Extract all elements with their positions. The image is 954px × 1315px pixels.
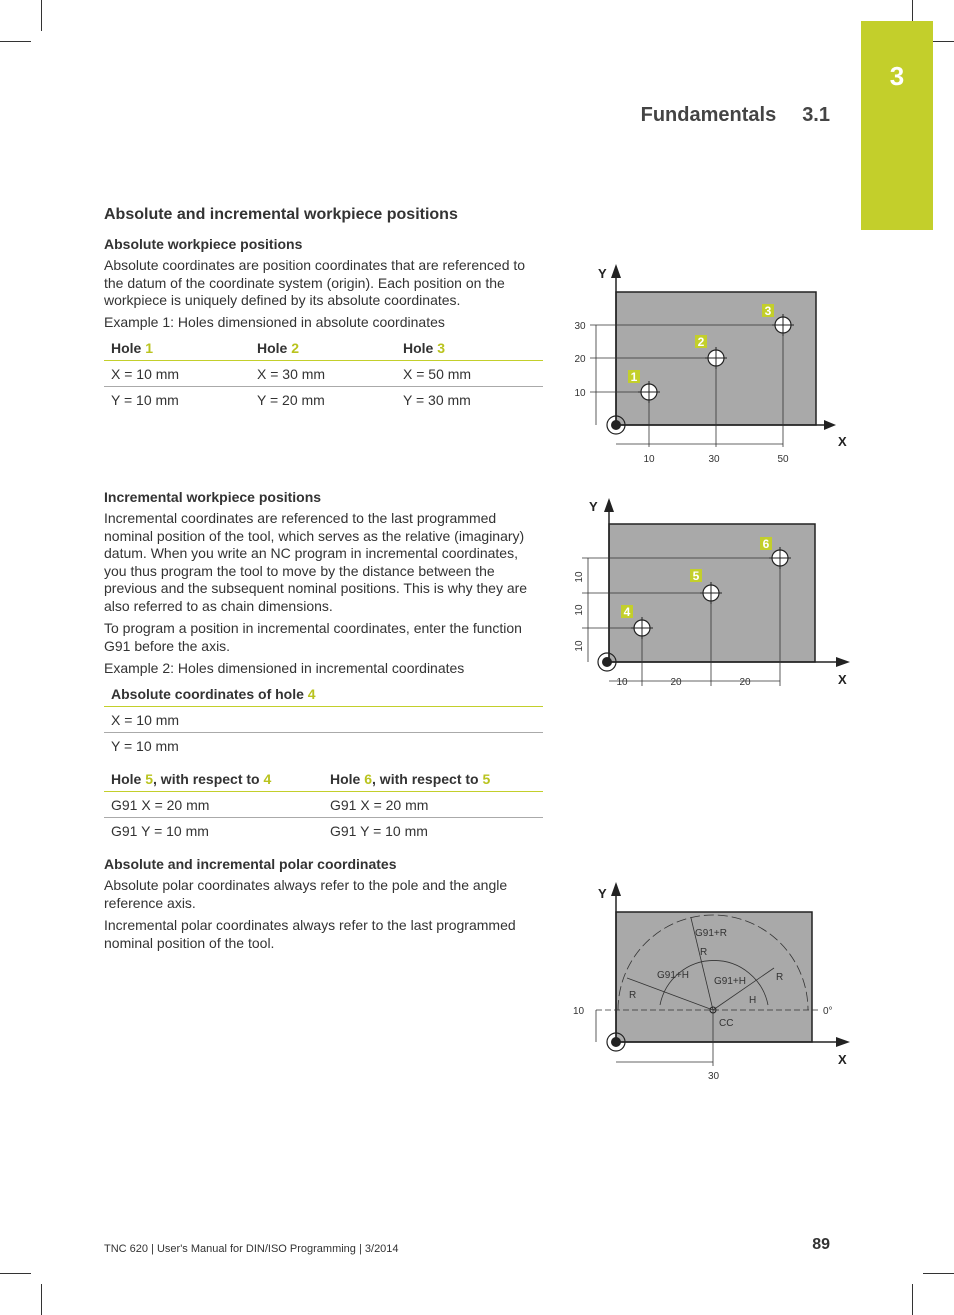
x-tick-label: 10 xyxy=(616,677,628,688)
table-row xyxy=(104,792,543,818)
table-header: Hole 2 xyxy=(250,335,396,361)
figure-incremental xyxy=(560,495,860,695)
section-heading: Absolute and incremental workpiece positions xyxy=(104,206,458,223)
y-tick-label: 10 xyxy=(574,640,585,652)
hole-number: 4 xyxy=(623,605,631,619)
figure-polar xyxy=(560,878,860,1084)
x-axis-label: X xyxy=(838,672,847,687)
page-number: 89 xyxy=(812,1236,830,1253)
polar-title: Absolute and incremental polar coordinates xyxy=(104,856,397,872)
table-header: Hole 1 xyxy=(104,335,250,361)
polar-label: R xyxy=(776,972,784,983)
table-cell: X = 30 mm xyxy=(250,361,396,387)
y-axis-label: Y xyxy=(598,266,607,281)
x-tick-label: 20 xyxy=(670,677,682,688)
crop-mark xyxy=(923,1273,954,1274)
running-header xyxy=(641,104,830,127)
y-tick-label: 10 xyxy=(573,1006,585,1017)
table-cell: G91 X = 20 mm xyxy=(323,792,543,818)
x-tick-label: 30 xyxy=(708,454,720,465)
y-tick-label: 30 xyxy=(574,321,586,332)
hole-number: 3 xyxy=(764,304,772,318)
absolute-title: Absolute workpiece positions xyxy=(104,236,303,252)
table-cell: Y = 20 mm xyxy=(257,391,325,408)
datum-symbol xyxy=(602,657,612,667)
table-cell: Y = 30 mm xyxy=(403,391,471,408)
crop-mark xyxy=(0,41,31,42)
pole-label: CC xyxy=(719,1018,734,1029)
x-axis-arrow xyxy=(836,1037,850,1047)
x-axis-label: X xyxy=(838,1052,847,1067)
chapter-number: 3 xyxy=(889,61,905,91)
table-cell: X = 50 mm xyxy=(396,361,543,387)
y-axis-arrow xyxy=(611,264,621,278)
table-header-row xyxy=(104,766,543,792)
table-header: Hole 6, with respect to 5 xyxy=(323,766,543,792)
table-header: Hole 5, with respect to 4 xyxy=(104,766,323,792)
angle-label: 0° xyxy=(823,1006,833,1017)
incremental-table xyxy=(104,766,543,843)
crop-mark xyxy=(912,1284,913,1315)
x-tick-label: 30 xyxy=(708,1071,720,1082)
polar-paragraph-1: Absolute polar coordinates always refer to the pole and the angle reference axis. xyxy=(104,877,508,911)
y-axis-arrow xyxy=(611,882,621,896)
y-tick-label: 20 xyxy=(574,354,586,365)
incremental-title: Incremental workpiece positions xyxy=(104,489,322,505)
footer-text: TNC 620 | User's Manual for DIN/ISO Programming | 3/2014 xyxy=(104,1243,399,1255)
figure-absolute xyxy=(560,255,860,470)
table-cell: G91 Y = 10 mm xyxy=(330,822,428,839)
datum-symbol xyxy=(611,1037,621,1047)
chapter-title: Fundamentals xyxy=(640,104,777,126)
table-row xyxy=(104,361,543,387)
table-cell: Y = 10 mm xyxy=(111,391,179,408)
table-header: Absolute coordinates of hole 4 xyxy=(104,681,543,707)
absolute-paragraph: Absolute coordinates are position coordinates that are referenced to the datum of the coordinate system (origin). Each position on the workpiece is uniquely defined by its absolute coordinates. xyxy=(104,257,526,309)
x-tick-label: 50 xyxy=(777,454,789,465)
y-tick-label: 10 xyxy=(574,388,586,399)
polar-label: R xyxy=(629,990,637,1001)
hole-number: 6 xyxy=(762,537,770,551)
incremental-paragraph-1: Incremental coordinates are referenced to the last programmed nominal position of the tool, which serves as the relative (imaginary) datum. When you write an NC program in incremental coordinates, you thus program the tool to move by the distance between the previous and the subsequent nominal positions. This is why they are also referred to as chain dimensions. xyxy=(104,510,528,614)
table-row xyxy=(104,387,543,413)
x-axis-label: X xyxy=(838,434,847,449)
y-axis-arrow xyxy=(604,498,614,512)
table-header-row xyxy=(104,335,543,361)
y-tick-label: 10 xyxy=(574,571,585,583)
crop-mark xyxy=(41,1284,42,1315)
x-tick-label: 10 xyxy=(643,454,655,465)
polar-label: G91+R xyxy=(695,928,727,939)
polar-label: R xyxy=(700,947,708,958)
crop-mark xyxy=(41,0,42,31)
absolute-example: Example 1: Holes dimensioned in absolute coordinates xyxy=(104,314,445,330)
polar-label: G91+H xyxy=(714,976,746,987)
section-number: 3.1 xyxy=(802,104,830,126)
table-header-row xyxy=(104,681,543,707)
incremental-example: Example 2: Holes dimensioned in incremental coordinates xyxy=(104,660,465,676)
table-cell: G91 X = 20 mm xyxy=(104,792,323,818)
y-tick-label: 10 xyxy=(574,604,585,616)
hole4-table xyxy=(104,681,543,758)
hole-number: 1 xyxy=(630,370,638,384)
table-row xyxy=(104,733,543,759)
polar-paragraph-2: Incremental polar coordinates always refer to the last programmed nominal position of the tool. xyxy=(104,917,516,951)
table-row xyxy=(104,707,543,733)
x-tick-label: 20 xyxy=(739,677,751,688)
table-cell: X = 10 mm xyxy=(104,361,250,387)
x-axis-arrow xyxy=(836,657,850,667)
absolute-table xyxy=(104,335,543,412)
y-axis-label: Y xyxy=(589,499,598,514)
hole-number: 2 xyxy=(697,335,705,349)
chapter-tab xyxy=(861,21,933,230)
table-cell: G91 Y = 10 mm xyxy=(111,822,209,839)
datum-symbol xyxy=(611,420,621,430)
incremental-paragraph-2: To program a position in incremental coordinates, enter the function G91 before the axis. xyxy=(104,620,522,654)
y-axis-label: Y xyxy=(598,886,607,901)
polar-label: G91+H xyxy=(657,970,689,981)
hole-number: 5 xyxy=(692,569,700,583)
polar-label: H xyxy=(749,995,757,1006)
table-header: Hole 3 xyxy=(396,335,543,361)
table-cell: X = 10 mm xyxy=(104,707,543,733)
table-cell: Y = 10 mm xyxy=(111,737,179,754)
crop-mark xyxy=(0,1273,31,1274)
table-row xyxy=(104,818,543,844)
x-axis-arrow xyxy=(824,420,836,430)
